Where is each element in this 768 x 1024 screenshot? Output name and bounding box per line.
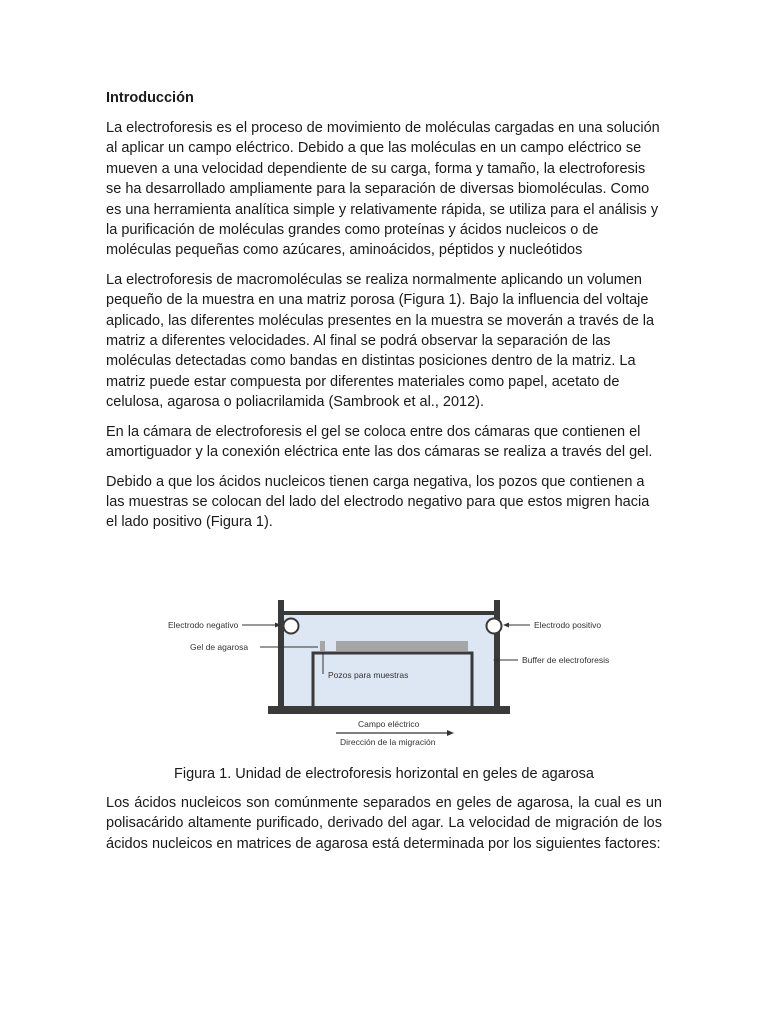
migration-arrowhead — [447, 730, 454, 736]
label-buffer: Buffer de electroforesis — [522, 655, 610, 665]
paragraph-1: La electroforesis es el proceso de movimiento de moléculas cargadas en una solución al aplicar un campo eléctrico. Debido a que las moléculas en un campo eléctrico se mueven a una velocidad dependiente de su carga, forma y tamaño, la electroforesis se ha desarrollado ampliamente para la separación de diversas biomoléculas. Como es una herramienta analítica simple y relativamente rápida, se utiliza para el análisis y la purificación de moléculas grandes como proteínas y ácidos nucleicos o de moléculas pequeñas como azúcares, aminoácidos, péptidos y nucleótidos — [106, 120, 660, 259]
paragraph-2: La electroforesis de macromoléculas se realiza normalmente aplicando un volumen pequeño de la muestra en una matriz porosa (Figura 1). Bajo la influencia del voltaje aplicado, las diferentes moléculas presentes en la muestra se moverán a través de la matriz a diferentes velocidades. Al final se podrá observar la separación de las moléculas detectadas como bandas en distintas posiciones dentro de la matriz. La matriz puede estar compuesta por diferentes materiales como papel, acetato de celulosa, agarosa o poliacrilamida (Sambrook et al., 2012). — [106, 271, 655, 411]
electrophoresis-figure — [160, 596, 620, 752]
arrowhead-positive-electrode — [503, 623, 509, 628]
sample-well — [320, 641, 325, 651]
paragraph-3: En la cámara de electroforesis el gel se coloca entre dos cámaras que contienen el amortiguador y la conexión eléctrica ente las dos cámaras se realiza a través del gel. — [106, 423, 653, 461]
label-electric-field: Campo eléctrico — [358, 719, 420, 729]
left-post — [278, 600, 284, 706]
agarose-gel — [336, 641, 468, 651]
base-bar — [268, 706, 510, 714]
section-heading: Introducción — [106, 90, 194, 106]
electrophoresis-diagram — [160, 596, 620, 752]
label-agarose-gel: Gel de agarosa — [190, 642, 249, 652]
label-migration-direction: Dirección de la migración — [340, 737, 436, 747]
buffer-fill — [284, 615, 494, 706]
document-body — [106, 88, 662, 542]
figure-caption: Figura 1. Unidad de electroforesis horizontal en geles de agarosa — [174, 766, 594, 782]
label-positive-electrode: Electrodo positivo — [534, 620, 602, 630]
lid-bar — [284, 611, 494, 615]
document-body-continued — [106, 793, 662, 863]
label-sample-wells: Pozos para muestras — [328, 670, 409, 680]
paragraph-4: Debido a que los ácidos nucleicos tienen carga negativa, los pozos que contienen a las muestras se colocan del lado del electrodo negativo para que estos migren hacia el lado positivo (Figura 1). — [106, 473, 650, 531]
label-negative-electrode: Electrodo negativo — [168, 620, 239, 630]
positive-electrode-circle — [487, 619, 502, 634]
paragraph-5: Los ácidos nucleicos son comúnmente separados en geles de agarosa, la cual es un polisacárido altamente purificado, derivado del agar. La velocidad de migración de los ácidos nucleicos en matrices de agarosa está determinada por los siguientes factores: — [106, 795, 662, 852]
negative-electrode-circle — [284, 619, 299, 634]
right-post — [494, 600, 500, 706]
